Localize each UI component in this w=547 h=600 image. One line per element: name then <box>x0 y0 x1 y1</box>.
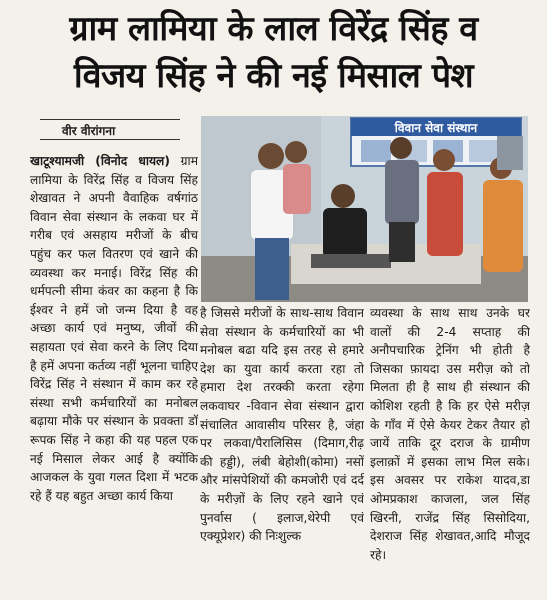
column-1-text: ग्राम लामिया के विरेंद्र सिंह व विजय सिंह शेखावत ने अपनी वैवाहिक वर्षगांठ विवान सेवा संस्थान के लकवा घर में गरीब एवं असहाय मरीजों के बीच पहुंच कर फल वितरण एवं खाने की व्यवस्था कर मनाई। विरेंद्र सिंह की धर्मपत्नी सीमा कंवर का कहना है कि ईश्वर ने हमें जो जन्म दिया है वह अच्छा कार्य एवं मनुष्य, जीवों की सहायता एवं सेवा करने के लिए दिया है हमें अपना कर्तव्य नहीं भूलना चाहिए विरेंद्र सिंह ने संस्थान में काम कर रहे संस्था सभी कर्मचारियों का मनोबल बढ़ाया मौके पर संस्थान के प्रवक्ता डॉ रूपक सिंह ने कहा की यह पहल एक नई मिसाल लेकर आई है क्योंकि आजकल के युवा गलत दिशा में भटक रहे हैं यह बहुत अच्छा कार्य किया <box>30 154 198 503</box>
article-column-3: व्यवस्था के साथ साथ उनके घर वालों की 2-4 सप्ताह की अनौपचारिक ट्रेनिंग भी होती है जिसका फ़ायदा उस मरीज़ को तो मिलता ही है साथ ही संस्थान की कोशिश रहती है कि हर ऐसे मरीज़ के गाँव में ऐसे केयर टेकर तैयार हो जायें ताकि दूर दराज के ग्रामीण इलाक़ों में इसका लाभ मिल सके। इस अवसर पर राकेश यादव,डा ओमप्रकाश काजला, जल सिंह खिरनी, राजेंद्र सिंह सिसोदिया, देशराज सिंह शेखावत,आदि मौजूद रहे। <box>370 306 530 562</box>
dateline: खाटूश्यामजी (विनोद धायल) <box>30 154 170 168</box>
byline-rule-top <box>40 119 180 120</box>
byline-rule-bottom <box>40 139 180 140</box>
byline: वीर वीरांगना <box>62 124 116 138</box>
photo-illustration <box>201 116 528 302</box>
headline-line-2: विजय सिंह ने की नई मिसाल पेश <box>73 56 474 96</box>
headline <box>10 6 537 100</box>
article-column-1 <box>30 152 198 598</box>
news-photo <box>201 116 528 302</box>
banner-text: विवान सेवा संस्थान <box>394 121 478 135</box>
headline-line-1: ग्राम लामिया के लाल विरेंद्र सिंह व <box>69 9 478 49</box>
article-column-2: है जिससे मरीजों के साथ-साथ विवान सेवा संस्थान के कर्मचारियों का भी मनोबल बढा यदि इस तरह से हमारे देश का युवा कार्य करता रहा तो हमारा देश तरक्की करता रहेगा लकवाघर -विवान सेवा संस्थान द्वारा संचालित आवासीय परिसर है, जंहा पर लकवा/पैरालिसिस (दिमाग,रीढ़ की हड्डी), लंबी बेहोशी(कोमा) नसों और मांसपेशियों की कमजोरी एवं दर्द के मरीज़ों के लिए रहने खाने एवं पुनर्वास ( इलाज,थेरेपी एवं एक्यूप्रेशर) की निःशुल्क <box>200 306 364 544</box>
